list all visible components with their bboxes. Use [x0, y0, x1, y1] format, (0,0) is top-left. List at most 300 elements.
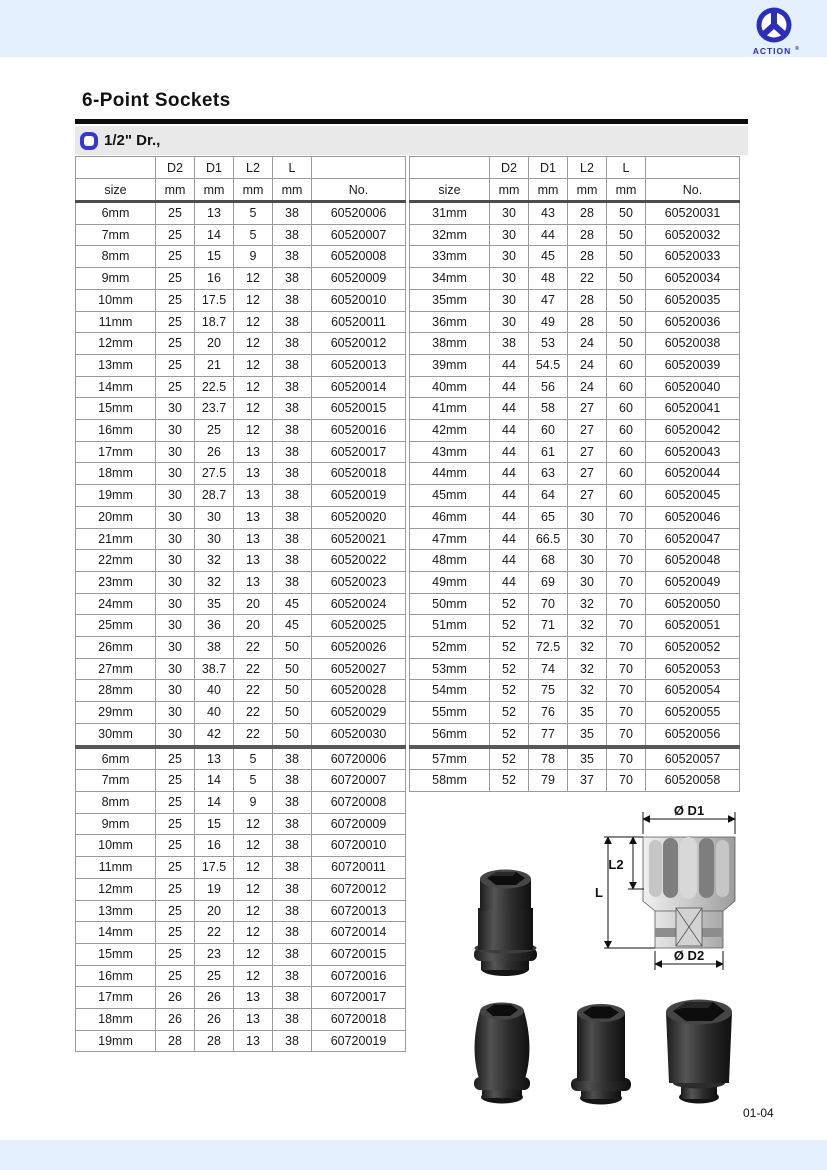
label-d2: Ø D2: [673, 948, 705, 963]
cell-no: 60520038: [646, 333, 740, 355]
col-header-unit: mm: [490, 179, 529, 202]
cell-no: 60520020: [312, 506, 406, 528]
cell-l2: 28: [568, 202, 607, 225]
cell-no: 60520030: [312, 723, 406, 746]
table-row: [76, 878, 406, 900]
cell-size: 32mm: [410, 224, 490, 246]
cell-d1: 61: [529, 441, 568, 463]
cell-l2: 22: [568, 268, 607, 290]
cell-d1: 27.5: [195, 463, 234, 485]
table-row: [76, 965, 406, 987]
table-row: [410, 268, 740, 290]
cell-size: 6mm: [76, 202, 156, 225]
col-header-unit: mm: [273, 179, 312, 202]
table-row: [76, 835, 406, 857]
cell-l2: 32: [568, 637, 607, 659]
table-row: [410, 637, 740, 659]
cell-d2: 30: [490, 268, 529, 290]
table-row: [410, 658, 740, 680]
table-row: [76, 680, 406, 702]
cell-d2: 25: [156, 770, 195, 792]
cell-d1: 15: [195, 246, 234, 268]
cell-d2: 25: [156, 857, 195, 879]
cell-l: 38: [273, 485, 312, 507]
table-row: [410, 680, 740, 702]
cell-size: 58mm: [410, 770, 490, 792]
cell-d2: 44: [490, 398, 529, 420]
cell-d1: 40: [195, 680, 234, 702]
cell-d1: 54.5: [529, 354, 568, 376]
cell-d1: 19: [195, 878, 234, 900]
col-header-d2: D2: [156, 157, 195, 179]
table-row: [76, 376, 406, 398]
cell-d1: 26: [195, 1009, 234, 1031]
cell-l: 38: [273, 835, 312, 857]
cell-no: 60520044: [646, 463, 740, 485]
cell-size: 28mm: [76, 680, 156, 702]
cell-l: 38: [273, 354, 312, 376]
cell-l: 38: [273, 224, 312, 246]
cell-no: 60520046: [646, 506, 740, 528]
cell-no: 60520006: [312, 202, 406, 225]
cell-d1: 21: [195, 354, 234, 376]
cell-l2: 13: [234, 571, 273, 593]
table-row: [76, 1009, 406, 1031]
cell-l: 70: [607, 723, 646, 746]
bottom-band: [0, 1140, 827, 1170]
cell-l: 50: [273, 680, 312, 702]
cell-size: 7mm: [76, 770, 156, 792]
cell-l2: 9: [234, 791, 273, 813]
cell-l: 38: [273, 571, 312, 593]
cell-l: 50: [273, 702, 312, 724]
action-logo: [743, 5, 805, 59]
label-l2: L2: [608, 857, 624, 872]
cell-l: 38: [273, 550, 312, 572]
cell-l2: 22: [234, 658, 273, 680]
col-header-no: No.: [312, 179, 406, 202]
cell-l: 60: [607, 354, 646, 376]
cell-size: 41mm: [410, 398, 490, 420]
cell-l: 38: [273, 202, 312, 225]
cell-d1: 25: [195, 420, 234, 442]
table-row: [76, 702, 406, 724]
cell-l2: 28: [568, 246, 607, 268]
cell-no: 60720012: [312, 878, 406, 900]
table-row: [410, 747, 740, 770]
cell-l: 70: [607, 680, 646, 702]
table-row: [76, 202, 406, 225]
cell-size: 35mm: [410, 289, 490, 311]
cell-l: 50: [607, 268, 646, 290]
cell-d2: 30: [490, 224, 529, 246]
cell-l: 50: [273, 658, 312, 680]
cell-d2: 52: [490, 747, 529, 770]
cell-l2: 13: [234, 987, 273, 1009]
cell-d1: 20: [195, 900, 234, 922]
cell-d1: 56: [529, 376, 568, 398]
cell-l2: 22: [234, 723, 273, 746]
table-row: [410, 398, 740, 420]
cell-d2: 44: [490, 354, 529, 376]
cell-l: 38: [273, 441, 312, 463]
cell-size: 14mm: [76, 376, 156, 398]
cell-l2: 5: [234, 224, 273, 246]
cell-no: 60520019: [312, 485, 406, 507]
cell-l: 60: [607, 485, 646, 507]
cell-l2: 22: [234, 637, 273, 659]
table-row: [76, 615, 406, 637]
cell-no: 60520041: [646, 398, 740, 420]
cell-l: 60: [607, 398, 646, 420]
cell-no: 60520040: [646, 376, 740, 398]
cell-l2: 30: [568, 506, 607, 528]
cell-d2: 30: [156, 658, 195, 680]
cell-l2: 35: [568, 723, 607, 746]
cell-l2: 9: [234, 246, 273, 268]
cell-d2: 52: [490, 680, 529, 702]
cell-size: 15mm: [76, 943, 156, 965]
socket-photo-medium: [564, 1001, 638, 1106]
col-header-blank: [312, 157, 406, 179]
cell-d2: 25: [156, 922, 195, 944]
cell-l2: 5: [234, 770, 273, 792]
cell-d1: 64: [529, 485, 568, 507]
cell-size: 54mm: [410, 680, 490, 702]
cell-d1: 77: [529, 723, 568, 746]
cell-d2: 25: [156, 202, 195, 225]
table-row: [410, 463, 740, 485]
cell-no: 60520056: [646, 723, 740, 746]
cell-no: 60520028: [312, 680, 406, 702]
cell-no: 60520033: [646, 246, 740, 268]
logo-wordmark: ACTION: [752, 46, 792, 56]
cell-d2: 25: [156, 813, 195, 835]
cell-l2: 27: [568, 463, 607, 485]
cell-no: 60720006: [312, 747, 406, 770]
cell-d1: 28: [195, 1030, 234, 1052]
cell-no: 60520017: [312, 441, 406, 463]
cell-d2: 30: [156, 637, 195, 659]
cell-no: 60520010: [312, 289, 406, 311]
cell-size: 12mm: [76, 878, 156, 900]
cell-size: 22mm: [76, 550, 156, 572]
cell-l: 70: [607, 658, 646, 680]
cell-d2: 25: [156, 333, 195, 355]
cell-l2: 30: [568, 550, 607, 572]
table-head: [76, 157, 406, 202]
cell-no: 60520036: [646, 311, 740, 333]
cell-d2: 30: [490, 289, 529, 311]
cell-l2: 12: [234, 268, 273, 290]
cell-no: 60720007: [312, 770, 406, 792]
cell-l2: 12: [234, 922, 273, 944]
cell-d2: 30: [490, 311, 529, 333]
table-row: [76, 637, 406, 659]
table-row: [76, 398, 406, 420]
cell-size: 25mm: [76, 615, 156, 637]
col-header-size: size: [76, 179, 156, 202]
cell-no: 60720010: [312, 835, 406, 857]
cell-l2: 5: [234, 747, 273, 770]
table-row: [410, 593, 740, 615]
cell-no: 60520008: [312, 246, 406, 268]
cell-d1: 16: [195, 835, 234, 857]
cell-no: 60720008: [312, 791, 406, 813]
cell-d2: 52: [490, 593, 529, 615]
cell-size: 11mm: [76, 311, 156, 333]
socket-photo-single: [468, 866, 543, 978]
table-row: [410, 770, 740, 792]
cell-l2: 13: [234, 441, 273, 463]
cell-size: 13mm: [76, 900, 156, 922]
col-header-size: size: [410, 179, 490, 202]
cell-l: 50: [607, 311, 646, 333]
table-row: [76, 246, 406, 268]
cell-l2: 13: [234, 1030, 273, 1052]
cell-d1: 66.5: [529, 528, 568, 550]
cell-size: 13mm: [76, 354, 156, 376]
catalog-table-left: [75, 156, 406, 1052]
cell-d1: 26: [195, 441, 234, 463]
cell-size: 17mm: [76, 441, 156, 463]
cell-l2: 35: [568, 702, 607, 724]
cell-d1: 69: [529, 571, 568, 593]
cell-no: 60520039: [646, 354, 740, 376]
cell-l: 38: [273, 311, 312, 333]
cell-size: 27mm: [76, 658, 156, 680]
cell-l2: 13: [234, 1009, 273, 1031]
cell-d1: 60: [529, 420, 568, 442]
col-header-unit: mm: [607, 179, 646, 202]
cell-d1: 48: [529, 268, 568, 290]
label-d1: Ø D1: [673, 803, 705, 818]
socket-photo-small: [466, 998, 538, 1106]
col-header-d1: D1: [195, 157, 234, 179]
cell-no: 60520013: [312, 354, 406, 376]
table-row: [76, 723, 406, 746]
cell-l2: 12: [234, 878, 273, 900]
catalog-table-right: [409, 156, 740, 792]
cell-no: 60520007: [312, 224, 406, 246]
cell-l2: 32: [568, 658, 607, 680]
table-row: [76, 987, 406, 1009]
cell-l2: 35: [568, 747, 607, 770]
cell-d2: 44: [490, 571, 529, 593]
table-row: [410, 528, 740, 550]
cell-d1: 14: [195, 770, 234, 792]
cell-l: 38: [273, 747, 312, 770]
table-row: [76, 770, 406, 792]
cell-no: 60520027: [312, 658, 406, 680]
cell-l2: 12: [234, 813, 273, 835]
cell-l2: 24: [568, 376, 607, 398]
col-header-no: No.: [646, 179, 740, 202]
col-header-unit: mm: [195, 179, 234, 202]
cell-l: 38: [273, 268, 312, 290]
cell-l2: 30: [568, 528, 607, 550]
cell-l: 38: [273, 965, 312, 987]
cell-d2: 30: [156, 528, 195, 550]
cell-size: 48mm: [410, 550, 490, 572]
cell-d2: 44: [490, 441, 529, 463]
cell-d2: 25: [156, 965, 195, 987]
cell-size: 12mm: [76, 333, 156, 355]
cell-size: 42mm: [410, 420, 490, 442]
cell-d1: 23.7: [195, 398, 234, 420]
cell-d2: 25: [156, 376, 195, 398]
cell-l: 38: [273, 791, 312, 813]
table-row: [76, 311, 406, 333]
table-row: [76, 224, 406, 246]
cell-l: 50: [607, 289, 646, 311]
cell-no: 60520058: [646, 770, 740, 792]
cell-no: 60520055: [646, 702, 740, 724]
cell-d2: 25: [156, 900, 195, 922]
col-header-d1: D1: [529, 157, 568, 179]
cell-no: 60520035: [646, 289, 740, 311]
socket-photo-large: [656, 996, 742, 1108]
cell-d2: 28: [156, 1030, 195, 1052]
cell-no: 60520048: [646, 550, 740, 572]
table-row: [76, 791, 406, 813]
cell-no: 60720018: [312, 1009, 406, 1031]
cell-no: 60520057: [646, 747, 740, 770]
table-row: [76, 463, 406, 485]
cell-size: 15mm: [76, 398, 156, 420]
cell-size: 8mm: [76, 791, 156, 813]
cell-l2: 13: [234, 485, 273, 507]
cell-l: 38: [273, 1030, 312, 1052]
cell-no: 60720015: [312, 943, 406, 965]
table-row: [76, 813, 406, 835]
cell-d1: 35: [195, 593, 234, 615]
cell-d2: 52: [490, 770, 529, 792]
table-row: [76, 900, 406, 922]
cell-l2: 12: [234, 311, 273, 333]
cell-d1: 30: [195, 506, 234, 528]
cell-size: 36mm: [410, 311, 490, 333]
cell-d1: 22.5: [195, 376, 234, 398]
cell-l: 70: [607, 528, 646, 550]
cell-size: 9mm: [76, 813, 156, 835]
cell-no: 60520042: [646, 420, 740, 442]
cell-d2: 30: [156, 441, 195, 463]
cell-l: 38: [273, 246, 312, 268]
table-row: [410, 224, 740, 246]
cell-d2: 30: [156, 463, 195, 485]
cell-no: 60720013: [312, 900, 406, 922]
cell-d2: 26: [156, 1009, 195, 1031]
cell-size: 44mm: [410, 463, 490, 485]
cell-d2: 44: [490, 528, 529, 550]
cell-d2: 30: [156, 593, 195, 615]
cell-no: 60520016: [312, 420, 406, 442]
cell-l: 38: [273, 506, 312, 528]
col-header-blank: [76, 157, 156, 179]
cell-l: 38: [273, 528, 312, 550]
cell-l2: 20: [234, 593, 273, 615]
cell-l: 50: [607, 246, 646, 268]
table-row: [76, 289, 406, 311]
cell-d2: 25: [156, 246, 195, 268]
cell-d1: 79: [529, 770, 568, 792]
cell-no: 60520054: [646, 680, 740, 702]
cell-l2: 28: [568, 289, 607, 311]
cell-no: 60520026: [312, 637, 406, 659]
cell-size: 20mm: [76, 506, 156, 528]
cell-d2: 30: [156, 398, 195, 420]
cell-d1: 26: [195, 987, 234, 1009]
cell-l: 60: [607, 463, 646, 485]
cell-d1: 76: [529, 702, 568, 724]
cell-l2: 12: [234, 333, 273, 355]
cell-d2: 30: [490, 246, 529, 268]
cell-l2: 27: [568, 441, 607, 463]
cell-d1: 38: [195, 637, 234, 659]
cell-d1: 78: [529, 747, 568, 770]
cell-no: 60720016: [312, 965, 406, 987]
table-row: [76, 506, 406, 528]
cell-d2: 52: [490, 637, 529, 659]
cell-d1: 23: [195, 943, 234, 965]
table-row: [410, 702, 740, 724]
cell-size: 16mm: [76, 420, 156, 442]
cell-d1: 36: [195, 615, 234, 637]
cell-l: 70: [607, 593, 646, 615]
cell-no: 60520029: [312, 702, 406, 724]
table-row: [410, 333, 740, 355]
cell-d2: 30: [156, 571, 195, 593]
cell-no: 60520011: [312, 311, 406, 333]
cell-l2: 13: [234, 550, 273, 572]
cell-d1: 75: [529, 680, 568, 702]
cell-d2: 30: [156, 485, 195, 507]
cell-no: 60720009: [312, 813, 406, 835]
cell-l2: 12: [234, 857, 273, 879]
table-row: [76, 354, 406, 376]
cell-size: 19mm: [76, 1030, 156, 1052]
table-row: [410, 420, 740, 442]
table-row: [76, 571, 406, 593]
cell-d2: 25: [156, 878, 195, 900]
cell-d1: 17.5: [195, 289, 234, 311]
cell-d2: 30: [156, 723, 195, 746]
col-header-d2: D2: [490, 157, 529, 179]
cell-l2: 27: [568, 420, 607, 442]
cell-d1: 16: [195, 268, 234, 290]
cell-d1: 65: [529, 506, 568, 528]
cell-d2: 30: [156, 702, 195, 724]
cell-size: 53mm: [410, 658, 490, 680]
cell-d1: 44: [529, 224, 568, 246]
cell-d1: 70: [529, 593, 568, 615]
cell-size: 18mm: [76, 463, 156, 485]
cell-d1: 25: [195, 965, 234, 987]
cell-l2: 12: [234, 376, 273, 398]
cell-d2: 25: [156, 289, 195, 311]
cell-size: 56mm: [410, 723, 490, 746]
cell-size: 16mm: [76, 965, 156, 987]
cell-l2: 24: [568, 354, 607, 376]
cell-no: 60520032: [646, 224, 740, 246]
col-header-unit: mm: [234, 179, 273, 202]
table-row: [76, 593, 406, 615]
cell-d2: 44: [490, 463, 529, 485]
cell-l2: 30: [568, 571, 607, 593]
cell-l: 38: [273, 813, 312, 835]
cell-l2: 22: [234, 680, 273, 702]
